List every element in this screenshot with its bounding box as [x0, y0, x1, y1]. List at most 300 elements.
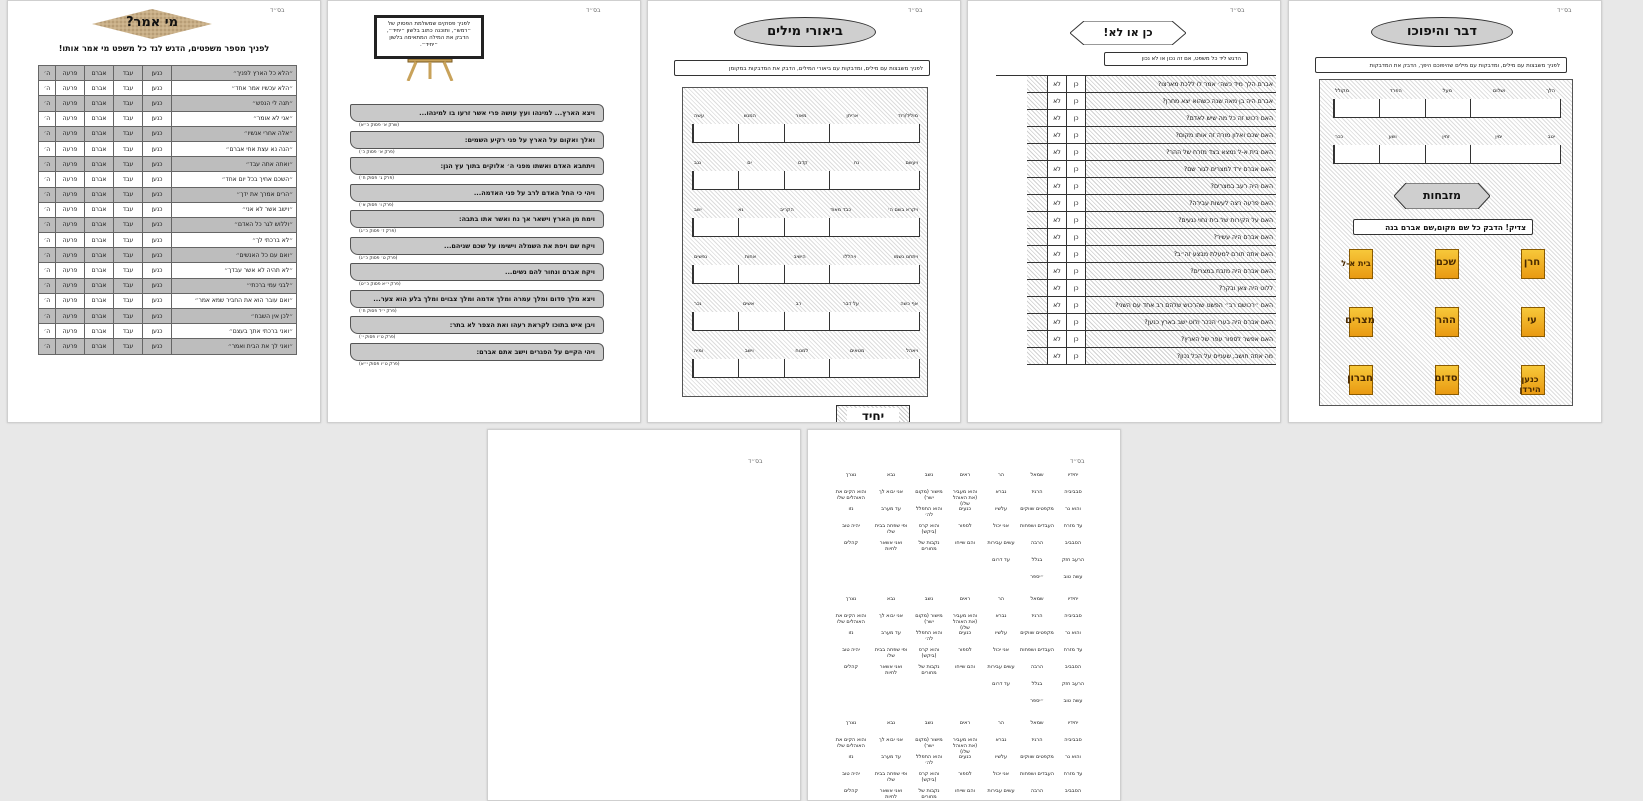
speaker-option[interactable]: ה׳	[39, 187, 56, 202]
pasuk-source: (שרק א׳ פסוק כ״א)	[359, 123, 400, 128]
speaker-option[interactable]: אברם	[85, 126, 114, 141]
sticker-word: ראים	[959, 720, 971, 726]
sticker-word: נזו	[848, 630, 854, 636]
sticker-word: ראים	[959, 472, 971, 478]
speaker-option[interactable]: פרעה	[56, 66, 85, 81]
table-row	[39, 309, 297, 324]
pasuk-text: ויקח אברם ונחור להם נשים...	[504, 268, 595, 276]
speaker-option[interactable]: עבד	[114, 96, 143, 111]
question-row	[996, 348, 1276, 365]
place-label: מצרים	[1345, 315, 1375, 326]
table-row	[39, 172, 297, 187]
speaker-option[interactable]: ה׳	[39, 157, 56, 172]
speaker-option[interactable]: עבד	[114, 324, 143, 339]
word: מוליד/רוד	[897, 113, 918, 119]
sticker-slots-1[interactable]	[1333, 99, 1561, 118]
no-option[interactable]: לא	[1048, 314, 1067, 331]
table-row	[39, 278, 297, 293]
word: על דבר	[842, 301, 859, 307]
word-row	[694, 348, 918, 354]
hatch-cell	[1027, 348, 1048, 365]
speaker-option[interactable]: כנען	[143, 324, 172, 339]
question-row	[996, 246, 1276, 263]
speaker-option[interactable]: אברם	[85, 157, 114, 172]
speaker-option[interactable]: פרעה	[56, 233, 85, 248]
question-text: האם אברם היה בערי הככר ולוט ישב בארץ כנען?	[1086, 314, 1276, 331]
speaker-option[interactable]: אברם	[85, 293, 114, 308]
sticker-word: מישור (מקום ישר)	[915, 613, 943, 625]
quote-cell: ״תנה לי הנפש״	[172, 96, 297, 111]
sticker-word: נזו	[848, 754, 854, 760]
sticker-word: ופי שפחה בבית שלו	[874, 647, 908, 659]
yes-option[interactable]: כן	[1067, 280, 1086, 297]
yes-option[interactable]: כן	[1067, 246, 1086, 263]
speaker-option[interactable]: אברם	[85, 81, 114, 96]
speaker-option[interactable]: עבד	[114, 141, 143, 156]
no-option[interactable]: לא	[1048, 110, 1067, 127]
altars-instruction: צדיק! הדבק כל שם מקום,שם אברם בנה	[1353, 219, 1533, 235]
table-row	[39, 202, 297, 217]
yes-option[interactable]: כן	[1067, 110, 1086, 127]
word: אחות	[744, 254, 757, 260]
title-text: ביאורי מילים	[767, 24, 843, 39]
sticker-word: אני יכול	[992, 771, 1010, 777]
table-row	[39, 66, 297, 81]
pasuk-banner	[350, 131, 604, 155]
speaker-option[interactable]: עבד	[114, 309, 143, 324]
speaker-option[interactable]: פרעה	[56, 126, 85, 141]
hatch-cell	[1027, 110, 1048, 127]
sticker-word: עשים עבירות	[987, 788, 1015, 794]
speaker-option[interactable]: פרעה	[56, 187, 85, 202]
speaker-option[interactable]: ה׳	[39, 309, 56, 324]
speaker-option[interactable]: אברם	[85, 187, 114, 202]
speaker-option[interactable]: פרעה	[56, 111, 85, 126]
yes-option[interactable]: כן	[1067, 76, 1086, 93]
quote-cell: ״וללוש לגר כל האדם״	[172, 217, 297, 232]
speaker-option[interactable]: עבד	[114, 202, 143, 217]
sticker-word: נשב	[924, 596, 934, 602]
question-row	[996, 144, 1276, 161]
question-text: האם פרעה רצה לעשות עבירה?	[1086, 195, 1276, 212]
yes-option[interactable]: כן	[1067, 314, 1086, 331]
sticker-word: ואני אשאר לחיות	[879, 540, 903, 552]
sticker-word: קהלים	[843, 788, 859, 794]
question-text: מה אתה חושב, שעניים על הכל נכון?	[1086, 348, 1276, 365]
word: קדם	[798, 160, 808, 166]
speaker-option[interactable]: כנען	[143, 293, 172, 308]
sticker-word: עד מערב	[881, 754, 901, 760]
quote-cell: ״ואני לך את הבית ואמר״	[172, 339, 297, 354]
pasuk-text: ויהי הקיים על הפגרים וישב אתם אברם:	[476, 347, 595, 356]
yes-option[interactable]: כן	[1067, 93, 1086, 110]
question-text: האם אברם ירד למצרים לגור שם?	[1086, 161, 1276, 178]
question-text: האם היה רעב במצרים?	[1086, 178, 1276, 195]
sticker-word: אני יבוא לך	[879, 613, 903, 619]
page-psukim	[327, 0, 641, 423]
speaker-option[interactable]: פרעה	[56, 309, 85, 324]
easel-text: לפניך פסוקים שמשלמת הפסוק של ״רמש״, ותוכנה כתוב בלשון ״יחיד״, הדבק את המילה המתאימה בלשון ״יחיד״.	[386, 21, 472, 48]
sticker-slots[interactable]	[692, 312, 920, 331]
speaker-option[interactable]: ה׳	[39, 172, 56, 187]
speaker-option[interactable]: ה׳	[39, 96, 56, 111]
speaker-option[interactable]: ה׳	[39, 248, 56, 263]
word: ישב	[694, 207, 702, 213]
speaker-option[interactable]: כנען	[143, 309, 172, 324]
sticker-word: העבדים ושפחות	[1020, 647, 1054, 653]
speaker-option[interactable]: אברם	[85, 324, 114, 339]
altars-title: מזבחות	[1423, 189, 1461, 202]
pasuk-source: (פרק י״ד פסוק ח׳)	[359, 308, 397, 314]
speaker-option[interactable]: ה׳	[39, 293, 56, 308]
word-row	[694, 207, 918, 213]
hatch-cell	[1027, 127, 1048, 144]
hatch-cell	[1027, 195, 1048, 212]
question-row	[996, 127, 1276, 144]
quote-cell: ״הלא עכשיו אמר אחד״	[172, 81, 297, 96]
sticker-word: ואני אשאר לחיות	[879, 788, 903, 800]
speaker-option[interactable]: עבד	[114, 111, 143, 126]
hatch-cell	[1027, 246, 1048, 263]
no-option[interactable]: לא	[1048, 212, 1067, 229]
no-option[interactable]: לא	[1048, 76, 1067, 93]
title-text: דבר והיפוכו	[1407, 24, 1477, 39]
sticker-slots[interactable]	[692, 265, 920, 284]
speaker-option[interactable]: עבד	[114, 126, 143, 141]
sticker-word: ופי שפחה בבית שלו	[874, 771, 908, 783]
speaker-option[interactable]: אברם	[85, 309, 114, 324]
sticker-word: הסבביב	[1064, 540, 1082, 546]
sticker-word: אני יבוא לך	[879, 489, 903, 495]
sticker-word: נשב	[924, 720, 934, 726]
speaker-option[interactable]: עבד	[114, 157, 143, 172]
yes-option[interactable]: כן	[1067, 178, 1086, 195]
sticker-word: עד מערב	[881, 630, 901, 636]
speaker-option[interactable]: עבד	[114, 263, 143, 278]
sticker-slots-2[interactable]	[1333, 145, 1561, 164]
question-row	[996, 195, 1276, 212]
sticker-word: והוא הקים את האוהלים שלו	[835, 489, 867, 501]
no-option[interactable]: לא	[1048, 93, 1067, 110]
speaker-option[interactable]: ה׳	[39, 81, 56, 96]
speaker-option[interactable]: פרעה	[56, 172, 85, 187]
speaker-option[interactable]: פרעה	[56, 248, 85, 263]
speaker-option[interactable]: כנען	[143, 157, 172, 172]
sticker-word: לספור	[958, 647, 972, 653]
question-text: האם אפשר לספור עפר של הארץ?	[1086, 331, 1276, 348]
speaker-option[interactable]: ה׳	[39, 324, 56, 339]
pasuk-banner	[350, 104, 604, 128]
no-option[interactable]: לא	[1048, 127, 1067, 144]
pasuk-banner	[350, 210, 604, 234]
hatch-cell	[1027, 331, 1048, 348]
no-option[interactable]: לא	[1048, 229, 1067, 246]
page-stickers	[807, 429, 1121, 801]
page-title	[1371, 17, 1513, 47]
speaker-option[interactable]: אברם	[85, 278, 114, 293]
speaker-option[interactable]: עבד	[114, 172, 143, 187]
word: נגב	[694, 160, 701, 166]
page-biurei-milim	[647, 0, 961, 423]
speaker-option[interactable]: פרעה	[56, 324, 85, 339]
yes-option[interactable]: כן	[1067, 229, 1086, 246]
word-row	[694, 301, 918, 307]
no-option[interactable]: לא	[1048, 348, 1067, 365]
pasuk-banner	[350, 290, 604, 314]
word: המנש	[743, 113, 756, 119]
sticker-word: והוא מעביר (את האוהל שלו)	[952, 737, 978, 755]
speaker-option[interactable]: עבד	[114, 293, 143, 308]
question-text: אברם היה בן מאה שנה כשהוא יצא מחרן?	[1086, 93, 1276, 110]
word: נפשים	[694, 254, 708, 260]
page-title: כן או לא!	[1103, 26, 1153, 39]
place-label: ההר	[1436, 315, 1456, 326]
speaker-option[interactable]: פרעה	[56, 293, 85, 308]
speaker-option[interactable]: כנען	[143, 339, 172, 354]
yes-option[interactable]: כן	[1067, 127, 1086, 144]
table-row	[39, 293, 297, 308]
sticker-word: ״יספר	[1030, 698, 1044, 704]
speaker-option[interactable]: כנען	[143, 96, 172, 111]
no-option[interactable]: לא	[1048, 297, 1067, 314]
sticker-word: יהיה טוב	[842, 523, 860, 529]
speaker-option[interactable]: כנען	[143, 263, 172, 278]
table-row	[39, 141, 297, 156]
sticker-slots[interactable]	[692, 171, 920, 190]
sticker-word: נברא	[995, 489, 1007, 495]
no-option[interactable]: לא	[1048, 144, 1067, 161]
table-row	[39, 263, 297, 278]
table-row	[39, 217, 297, 232]
sticker-word: והוא קרס (ביקש)	[918, 523, 940, 535]
speaker-option[interactable]: אברם	[85, 248, 114, 263]
speaker-option[interactable]: כנען	[143, 187, 172, 202]
speaker-option[interactable]: אברם	[85, 202, 114, 217]
no-option[interactable]: לא	[1048, 195, 1067, 212]
sticker-word: הר	[997, 472, 1005, 478]
speaker-option[interactable]: אברם	[85, 233, 114, 248]
sticker-slots[interactable]	[692, 218, 920, 237]
sticker-word: ראים	[959, 596, 971, 602]
yes-option[interactable]: כן	[1067, 263, 1086, 280]
question-text: האם בית א-ל נמצא בצד מזרח של ההר?	[1086, 144, 1276, 161]
yes-option[interactable]: כן	[1067, 161, 1086, 178]
speaker-option[interactable]: כנען	[143, 233, 172, 248]
hatch-cell	[1027, 314, 1048, 331]
speaker-option[interactable]: עבד	[114, 248, 143, 263]
sticker-word: אני יבוא לך	[879, 737, 903, 743]
speaker-option[interactable]: אברם	[85, 96, 114, 111]
speaker-option[interactable]: פרעה	[56, 339, 85, 354]
no-option[interactable]: לא	[1048, 280, 1067, 297]
question-row	[996, 229, 1276, 246]
place-label: חברון	[1347, 373, 1373, 384]
speaker-option[interactable]: ה׳	[39, 339, 56, 354]
sticker-word: ואני אשאר לחיות	[879, 664, 903, 676]
table-row	[39, 187, 297, 202]
sticker-word: לספור	[958, 523, 972, 529]
yes-option[interactable]: כן	[1067, 212, 1086, 229]
speaker-option[interactable]: ה׳	[39, 278, 56, 293]
speaker-option[interactable]: עבד	[114, 66, 143, 81]
sticker-word: הרעב חזק	[1061, 681, 1085, 687]
question-text: האם אתה תורם למעלת מבצע זה״ב?	[1086, 246, 1276, 263]
quote-cell: ״לכן אין השבח״	[172, 309, 297, 324]
sticker-word: והוא התפלל לה׳	[915, 506, 943, 518]
sticker-word: יהיה טוב	[842, 771, 860, 777]
instruction: לפניך מספר משפטים, הדגש לגד כל משפט מי אמר אותו!	[58, 44, 270, 53]
word: כבד מאוד	[830, 207, 851, 213]
sticker-word: והוא נר	[1065, 630, 1081, 636]
quote-cell: ״אני לא אומר״	[172, 111, 297, 126]
word: ויקרא בשם ה׳	[887, 207, 918, 213]
header-marker: בס״ד	[1070, 458, 1085, 465]
speaker-option[interactable]: ה׳	[39, 217, 56, 232]
easel-stand-icon	[402, 59, 458, 81]
sticker-slots[interactable]	[692, 359, 920, 378]
speaker-option[interactable]: ה׳	[39, 141, 56, 156]
speaker-option[interactable]: אברם	[85, 66, 114, 81]
sticker-word: נקבות של מחורים	[918, 540, 940, 552]
quote-cell: ״לא תהיה לא אשר עבדך״	[172, 263, 297, 278]
yes-option[interactable]: כן	[1067, 144, 1086, 161]
speaker-option[interactable]: ה׳	[39, 233, 56, 248]
speaker-option[interactable]: פרעה	[56, 278, 85, 293]
no-option[interactable]: לא	[1048, 246, 1067, 263]
place-label: סדום	[1434, 373, 1458, 384]
speaker-option[interactable]: פרעה	[56, 217, 85, 232]
pasuk-text: ויצא הארץ... למינהו ועץ עושה פרי אשר זרעו בו למינהו...	[419, 109, 595, 117]
speaker-option[interactable]: כנען	[143, 248, 172, 263]
sticker-word: ״יספר	[1030, 574, 1044, 580]
speaker-option[interactable]: פרעה	[56, 263, 85, 278]
pasuk-banner	[350, 184, 604, 208]
sticker-word: נשב	[924, 472, 934, 478]
word: ומיה	[694, 348, 704, 354]
speaker-option[interactable]: כנען	[143, 172, 172, 187]
yes-option[interactable]: כן	[1067, 297, 1086, 314]
no-option[interactable]: לא	[1048, 178, 1067, 195]
speaker-option[interactable]: ה׳	[39, 126, 56, 141]
sticker-word: והוא התפלל לה׳	[915, 754, 943, 766]
instruction-banner: לפניך משבצות עם מילים, ומדבקות עם ביאורי המילים, הדבק את המדבקות במקומן	[674, 60, 930, 76]
yes-option[interactable]: כן	[1067, 348, 1086, 365]
word: נא	[738, 207, 744, 213]
pasuk-text: ואלך ואקום על הארץ על פני רקיע השמים:	[464, 135, 595, 144]
speaker-option[interactable]: עבד	[114, 217, 143, 232]
pasuk-source: (פרק א׳ פסוק כ׳)	[359, 149, 395, 155]
sticker-word: שמאל	[1030, 596, 1044, 602]
sticker-word: סבביביה	[1064, 737, 1082, 743]
yes-option[interactable]: כן	[1067, 331, 1086, 348]
speaker-option[interactable]: כנען	[143, 81, 172, 96]
speaker-option[interactable]: פרעה	[56, 81, 85, 96]
speaker-option[interactable]: עבד	[114, 339, 143, 354]
word: ויהללו	[843, 254, 857, 260]
sticker-word: עד מזרח	[1063, 647, 1083, 653]
pasuk-source: (פרק י״א פסוק כ״ט)	[359, 282, 401, 287]
sticker-word: והוא הקים את האוהלים שלו	[835, 613, 867, 625]
pasuk-banner	[350, 157, 604, 181]
place-label: בית א-ל	[1341, 259, 1371, 268]
question-text: אברם הלך מיד כשה׳ אמר לו ללכת מארצו?	[1086, 76, 1276, 93]
speaker-option[interactable]: פרעה	[56, 157, 85, 172]
quote-cell: ״ואם עובר הוא את החביר שמא אמר״	[172, 293, 297, 308]
speaker-option[interactable]: אברם	[85, 172, 114, 187]
speaker-option[interactable]: אברם	[85, 217, 114, 232]
speaker-option[interactable]: עבד	[114, 81, 143, 96]
easel-board	[374, 15, 484, 59]
speaker-option[interactable]: פרעה	[56, 141, 85, 156]
speaker-option[interactable]: עבד	[114, 187, 143, 202]
table-row	[39, 157, 297, 172]
sticker-word: שמאל	[1030, 720, 1044, 726]
word: וישב	[744, 348, 754, 354]
speaker-option[interactable]: עבד	[114, 233, 143, 248]
header-marker: בס״ד	[1557, 7, 1572, 14]
question-row	[996, 212, 1276, 229]
sticker-word: יחידיו	[1067, 720, 1079, 726]
speaker-option[interactable]: כנען	[143, 278, 172, 293]
sticker-slots[interactable]	[692, 124, 920, 143]
sticker-word: נצרך	[845, 720, 857, 726]
no-option[interactable]: לא	[1048, 331, 1067, 348]
sticker-word: נבא	[886, 720, 896, 726]
sticker-word: עשים עבירות	[987, 540, 1015, 546]
speaker-option[interactable]: אברם	[85, 141, 114, 156]
quote-cell: ״וישב אשר לא אני״	[172, 202, 297, 217]
word: עשה	[694, 113, 704, 119]
speaker-option[interactable]: כנען	[143, 126, 172, 141]
speaker-option[interactable]: ה׳	[39, 263, 56, 278]
header-marker: בס״ד	[908, 7, 923, 14]
speaker-option[interactable]: ה׳	[39, 66, 56, 81]
no-option[interactable]: לא	[1048, 263, 1067, 280]
questions-table	[996, 75, 1276, 365]
footer-sticker	[836, 405, 910, 423]
sticker-word: עלשיו	[995, 630, 1007, 636]
speaker-option[interactable]: אברם	[85, 263, 114, 278]
word: ככר	[1335, 134, 1344, 140]
speaker-option[interactable]: כנען	[143, 66, 172, 81]
question-row	[996, 93, 1276, 110]
pasuk-text: ויתחבא האדם ואשתו מפני ה׳ אלוקים בתוך עץ הגן:	[440, 162, 595, 170]
speaker-option[interactable]: כנען	[143, 217, 172, 232]
sticker-word: הרבה	[1030, 664, 1044, 670]
opposites-row-2	[1335, 134, 1555, 140]
speaker-option[interactable]: ה׳	[39, 111, 56, 126]
yes-option[interactable]: כן	[1067, 195, 1086, 212]
sticker-word: נברא	[995, 737, 1007, 743]
speaker-option[interactable]: עבד	[114, 278, 143, 293]
speaker-option[interactable]: כנען	[143, 111, 172, 126]
question-row	[996, 280, 1276, 297]
pasuk-text: ויהי כי החל האדם לרב על פני האדמה...	[473, 188, 595, 197]
speaker-option[interactable]: פרעה	[56, 202, 85, 217]
word: אשים	[742, 301, 755, 307]
word: מטאים	[849, 348, 865, 354]
instruction-banner: הדגש ליד כל משפט, אם זה נכון או לא נכון	[1104, 52, 1248, 66]
place-label: חרן	[1523, 257, 1541, 268]
speaker-option[interactable]: פרעה	[56, 96, 85, 111]
speaker-option[interactable]: ה׳	[39, 202, 56, 217]
speaker-option[interactable]: כנען	[143, 202, 172, 217]
no-option[interactable]: לא	[1048, 161, 1067, 178]
speaker-option[interactable]: אברם	[85, 111, 114, 126]
speaker-option[interactable]: כנען	[143, 141, 172, 156]
question-text: האם אברם היה עשיר?	[1086, 229, 1276, 246]
speaker-option[interactable]: אברם	[85, 339, 114, 354]
